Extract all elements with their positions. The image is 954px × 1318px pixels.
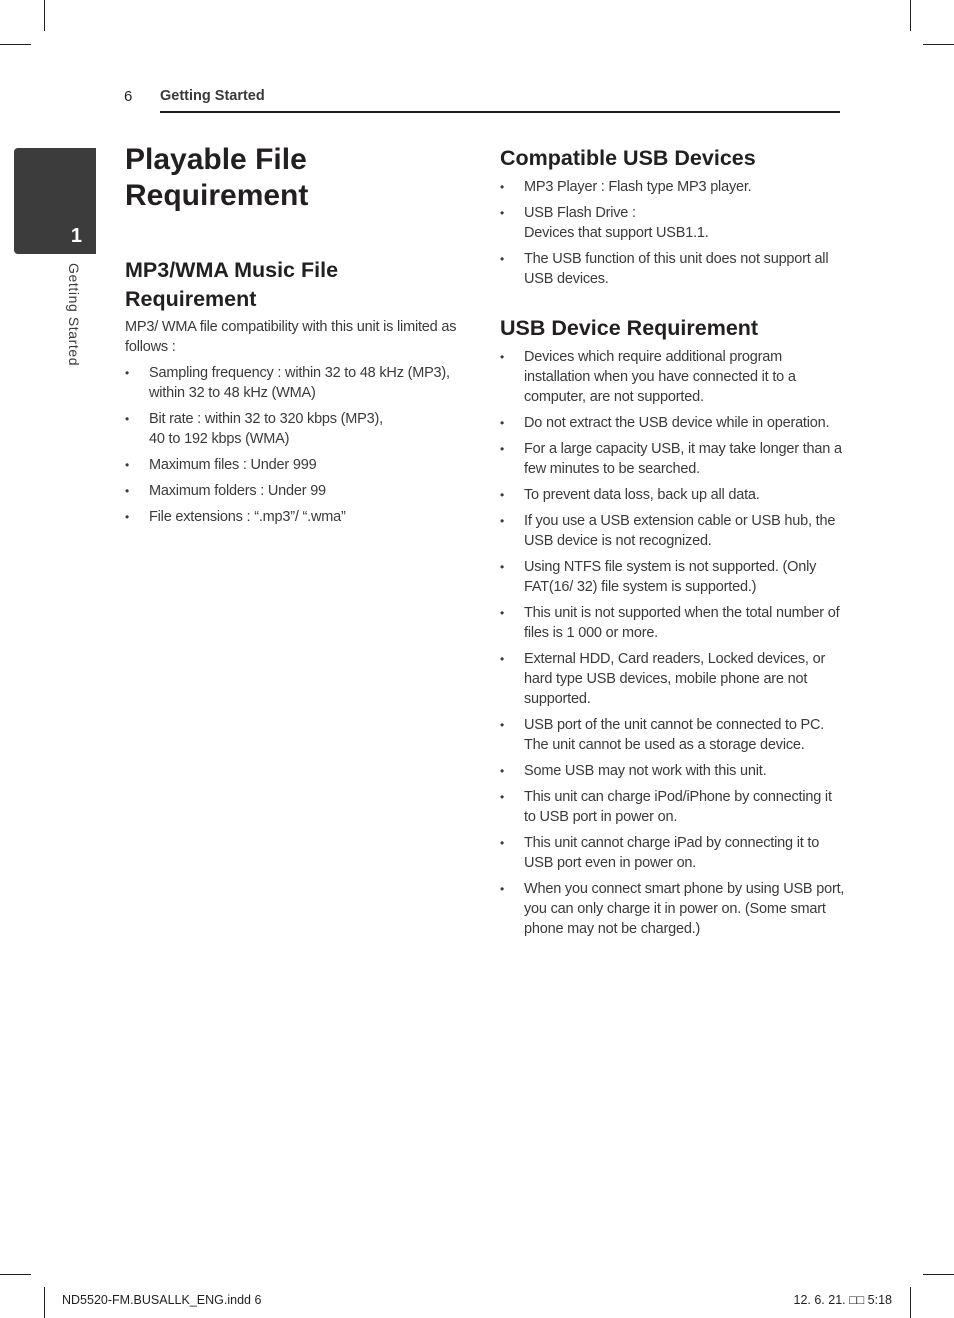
list-item: • USB Flash Drive : Devices that support USB1.1. bbox=[500, 203, 845, 243]
compatible-usb-list bbox=[500, 177, 845, 289]
list-item: • MP3 Player : Flash type MP3 player. bbox=[500, 177, 845, 197]
crop-mark bbox=[923, 1274, 954, 1275]
list-item: • Maximum files : Under 999 bbox=[125, 455, 470, 475]
list-item: • If you use a USB extension cable or USB hub, the USB device is not recognized. bbox=[500, 511, 845, 551]
footer-timestamp: 12. 6. 21. □□ 5:18 bbox=[793, 1293, 892, 1307]
mp3-wma-intro: MP3/ WMA file compatibility with this unit is limited as follows : bbox=[125, 319, 457, 355]
list-item: • Devices which require additional program installation when you have connected it to a computer, are not supported. bbox=[500, 347, 845, 407]
chapter-tab bbox=[14, 148, 96, 254]
crop-mark bbox=[44, 1287, 45, 1318]
page-number: 6 bbox=[124, 88, 133, 105]
list-item: • Using NTFS file system is not supported. (Only FAT(16/ 32) file system is supported.) bbox=[500, 557, 845, 597]
list-item: • Sampling frequency : within 32 to 48 kHz (MP3), within 32 to 48 kHz (WMA) bbox=[125, 363, 470, 403]
usb-requirement-list bbox=[500, 347, 845, 939]
right-column bbox=[500, 142, 845, 945]
list-item: • When you connect smart phone by using USB port, you can only charge it in power on. (Some smart phone may not be charged.) bbox=[500, 879, 845, 939]
list-item: • To prevent data loss, back up all data. bbox=[500, 485, 845, 505]
list-item: • The USB function of this unit does not support all USB devices. bbox=[500, 249, 845, 289]
list-item: • External HDD, Card readers, Locked devices, or hard type USB devices, mobile phone are not supported. bbox=[500, 649, 845, 709]
mp3-wma-list bbox=[125, 363, 470, 527]
list-item: • Bit rate : within 32 to 320 kbps (MP3), 40 to 192 kbps (WMA) bbox=[125, 409, 470, 449]
list-item: • This unit cannot charge iPad by connecting it to USB port even in power on. bbox=[500, 833, 845, 873]
left-column bbox=[125, 142, 470, 533]
page-title: Playable File Requirement bbox=[125, 143, 309, 212]
list-item: • This unit is not supported when the total number of files is 1 000 or more. bbox=[500, 603, 845, 643]
list-item: • Maximum folders : Under 99 bbox=[125, 481, 470, 501]
list-item: • File extensions : “.mp3”/ “.wma” bbox=[125, 507, 470, 527]
header-rule bbox=[160, 111, 840, 113]
list-item: • USB port of the unit cannot be connected to PC. The unit cannot be used as a storage device. bbox=[500, 715, 845, 755]
chapter-number: 1 bbox=[70, 225, 82, 247]
page-header bbox=[124, 86, 840, 113]
usb-requirement-heading: USB Device Requirement bbox=[500, 316, 759, 340]
crop-mark bbox=[910, 0, 911, 31]
crop-mark bbox=[0, 1274, 31, 1275]
crop-mark bbox=[44, 0, 45, 31]
section-title: Getting Started bbox=[160, 88, 265, 104]
chapter-label: Getting Started bbox=[66, 263, 82, 367]
crop-mark bbox=[0, 44, 31, 45]
list-item: • For a large capacity USB, it may take longer than a few minutes to be searched. bbox=[500, 439, 845, 479]
mp3-wma-heading: MP3/WMA Music File Requirement bbox=[125, 258, 339, 311]
list-item: • Do not extract the USB device while in operation. bbox=[500, 413, 845, 433]
list-item: • Some USB may not work with this unit. bbox=[500, 761, 845, 781]
compatible-usb-heading: Compatible USB Devices bbox=[500, 146, 756, 170]
crop-mark bbox=[923, 44, 954, 45]
footer-file-name: ND5520-FM.BUSALLK_ENG.indd 6 bbox=[62, 1293, 262, 1307]
crop-mark bbox=[910, 1287, 911, 1318]
list-item: • This unit can charge iPod/iPhone by connecting it to USB port in power on. bbox=[500, 787, 845, 827]
